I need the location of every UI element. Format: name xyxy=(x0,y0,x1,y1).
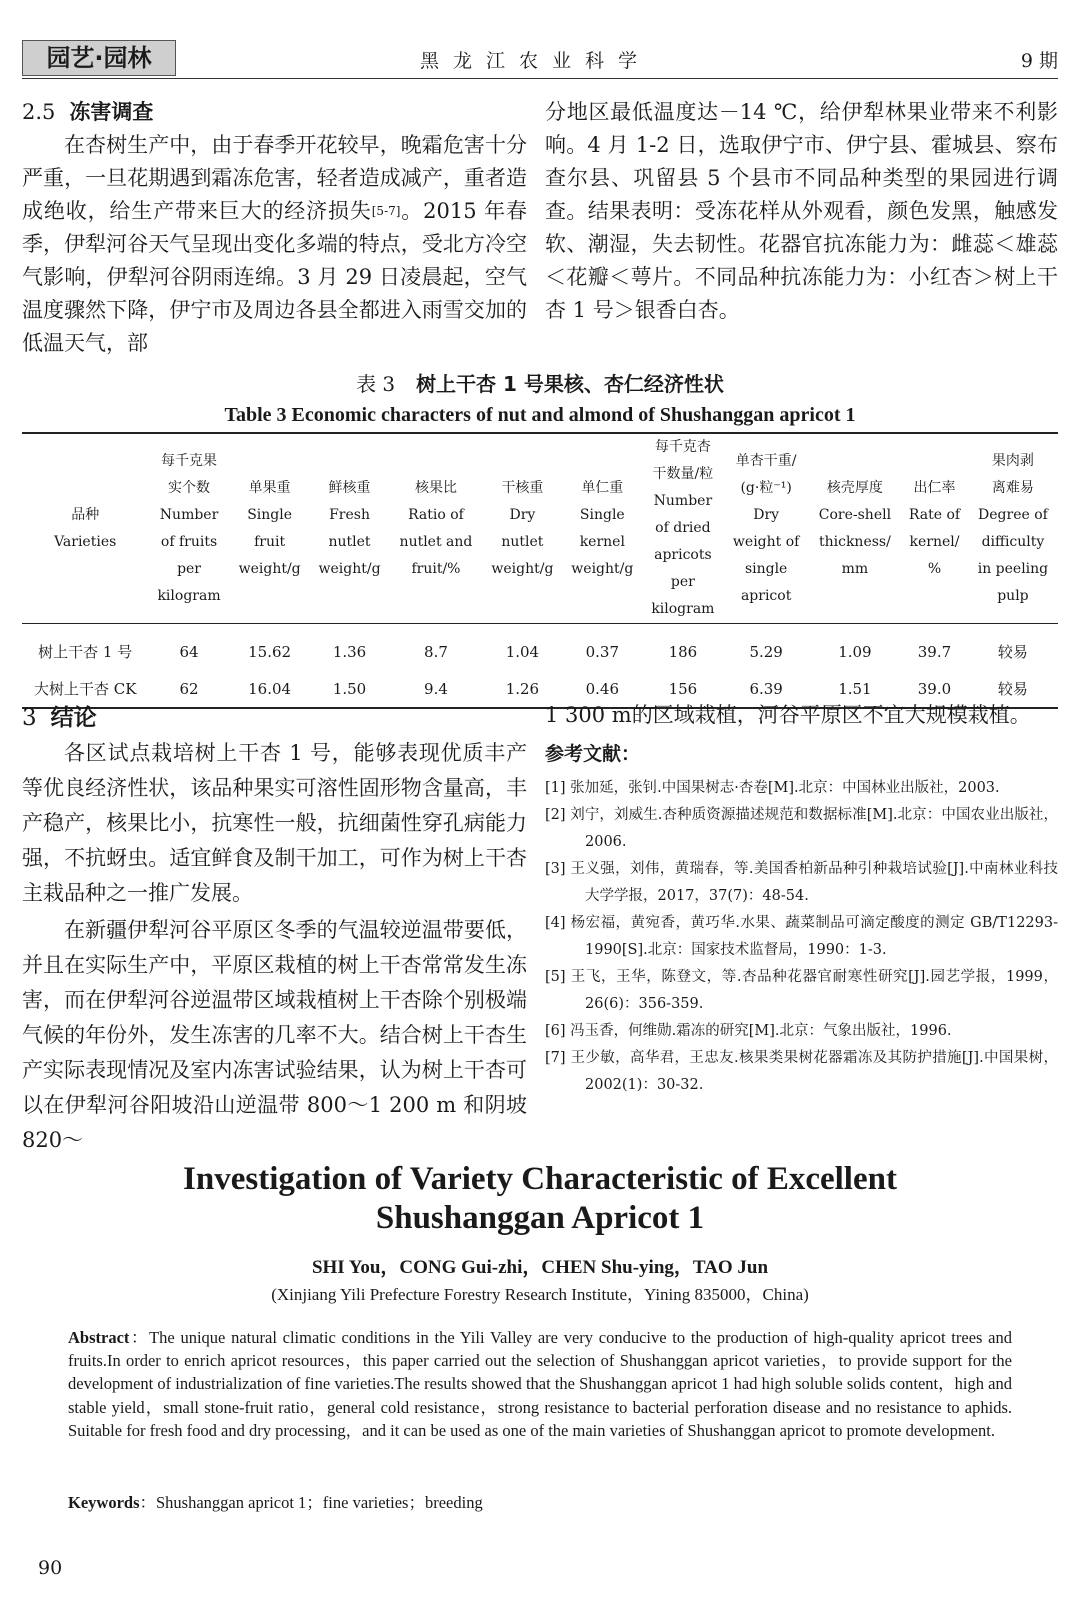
table-cell: 大树上干杏 CK xyxy=(22,670,148,708)
table-cell: 1.09 xyxy=(838,642,872,661)
reference-item: [7] 王少敏，高华君，王忠友.核果类果树花器霜冻及其防护措施[J].中国果树，2002(1)：30-32. xyxy=(545,1050,1058,1093)
keywords-text: ：Shushanggan apricot 1；fine varieties；breeding xyxy=(139,1493,483,1512)
english-title xyxy=(0,1160,1080,1238)
section-number: 2.5 xyxy=(22,100,56,124)
keywords xyxy=(68,1489,1012,1513)
reference-item: [3] 王义强，刘伟，黄瑞春，等.美国香柏新品种引种栽培试验[J].中南林业科技大学学报，2017，37(7)：48-54. xyxy=(545,861,1058,904)
citation: [5-7] xyxy=(371,204,401,218)
references-title: 参考文献： xyxy=(545,743,641,765)
affiliation: (Xinjiang Yili Prefecture Forestry Research Institute，Yining 835000，China) xyxy=(271,1285,809,1304)
section-2-5-right xyxy=(545,96,1058,327)
abstract-label: Abstract xyxy=(68,1328,130,1347)
table-header-cell: 干核重 Dry nutlet weight/g xyxy=(482,433,562,624)
table-cell: 树上干杏 1 号 xyxy=(38,643,133,661)
journal-name: 黑龙江农业科学 xyxy=(420,50,652,72)
table-cell: 64 xyxy=(179,642,199,661)
table-cell: 39.0 xyxy=(901,670,968,708)
section-3-left xyxy=(22,700,527,1158)
table-cell: 1.04 xyxy=(505,642,540,661)
table-header-cell: 出仁率 Rate of kernel/ % xyxy=(901,433,968,624)
table-header-cell: 果肉剥 离难易 Degree of difficulty in peeling pulp xyxy=(968,433,1058,624)
table-caption-en: Table 3 Economic characters of nut and almond of Shushanggan apricot 1 xyxy=(224,404,856,426)
header-divider xyxy=(22,78,1058,79)
table-cell: 1.51 xyxy=(809,670,901,708)
section-title: 结论 xyxy=(50,705,97,731)
reference-item: [5] 王飞，王华，陈登文，等.杏品种花器官耐寒性研究[J].园艺学报，1999，26(6)：356-359. xyxy=(545,969,1058,1012)
section-2-5-left xyxy=(22,96,527,360)
section-number: 3 xyxy=(22,705,37,731)
english-title-line: Shushanggan Apricot 1 xyxy=(375,1200,705,1236)
paragraph-text: 。2015 年春季，伊犁河谷天气呈现出变化多端的特点，受北方冷空气影响，伊犁河谷阴雨连绵。3 月 29 日凌晨起，空气温度骤然下降，伊宁市及周边各县全都进入雨雪交加的低温天气，部 xyxy=(22,199,527,355)
reference-item: [1] 张加延，张钊.中国果树志·杏卷[M].北京：中国林业出版社，2003. xyxy=(545,780,1000,796)
reference-item: [4] 杨宏福，黄宛香，黄巧华.水果、蔬菜制品可滴定酸度的测定 GB/T12293-1990[S].北京：国家技术监督局，1990：1-3. xyxy=(545,915,1058,958)
paragraph-text: 在杏树生产中，由于春季开花较早，晚霜危害十分严重，一旦花期遇到霜冻危害，轻者造成减产，重者造成绝收，给生产带来巨大的经济损失 xyxy=(22,133,527,223)
section-heading xyxy=(22,96,527,129)
abstract xyxy=(68,1326,1012,1442)
table-header-cell: 鲜核重 Fresh nutlet weight/g xyxy=(310,433,390,624)
issue-number: 9 期 xyxy=(1020,50,1058,72)
table-cell: 6.39 xyxy=(724,670,809,708)
table-cell: 5.29 xyxy=(749,642,783,661)
table-cell: 39.7 xyxy=(917,642,952,661)
table-cell: 9.4 xyxy=(389,670,482,708)
authors: SHI You，CONG Gui-zhi，CHEN Shu-ying，TAO Jun xyxy=(311,1257,769,1278)
table-header-cell: 单仁重 Single kernel weight/g xyxy=(562,433,642,624)
paragraph: 1 300 m的区域栽植，河谷平原区不宜大规模栽植。 xyxy=(545,703,1031,727)
table-cell: 1.36 xyxy=(332,642,367,661)
table-header-cell: 品种 Varieties xyxy=(22,433,148,624)
table-cell: 8.7 xyxy=(424,642,448,661)
reference-item: [2] 刘宁，刘威生.杏种质资源描述规范和数据标准[M].北京：中国农业出版社，2006. xyxy=(545,807,1058,850)
table-cell: 较易 xyxy=(968,670,1058,708)
table-cell: 16.04 xyxy=(230,670,310,708)
data-table xyxy=(22,432,1058,709)
paragraph xyxy=(22,129,527,360)
table-header-cell: 每千克杏 干数量/粒 Number of dried apricots per kilogram xyxy=(642,433,723,624)
english-title-line: Investigation of Variety Characteristic of Excellent xyxy=(183,1161,897,1197)
table-header-cell: 单杏干重/ (g·粒⁻¹) Dry weight of single apricot xyxy=(724,433,809,624)
table-cell: 较易 xyxy=(997,643,1028,661)
references-list xyxy=(545,775,1058,1099)
table-cell: 1.26 xyxy=(482,670,562,708)
table-header-cell: 单果重 Single fruit weight/g xyxy=(230,433,310,624)
table-header-row xyxy=(22,433,1058,624)
reference-item: [6] 冯玉香，何维勋.霜冻的研究[M].北京：气象出版社，1996. xyxy=(545,1023,952,1039)
section-3-right xyxy=(545,698,1058,1099)
table-header-cell: 核果比 Ratio of nutlet and fruit/% xyxy=(389,433,482,624)
abstract-text: ：The unique natural climatic conditions in the Yili Valley are very conducive to the production of high-quality apricot trees and fruits.In order to enrich apricot resources，this paper carried out the selection of Shushanggan apricot varieties，to provide support for the development of industrialization of fine varieties.The results showed that the Shushanggan apricot 1 had high soluble solids content，high and stable yield，small stone-fruit ratio，general cold resistance，strong resistance to bacterial perforation disease and no resistance to aphids. Suitable for fresh food and dry processing，and it can be used as one of the main varieties of Shushanggan apricot to promote development. xyxy=(68,1328,1012,1440)
paragraph: 各区试点栽培树上干杏 1 号，能够表现优质丰产等优良经济性状，该品种果实可溶性固形物含量高，丰产稳产，核果比小，抗寒性一般，抗细菌性穿孔病能力强，不抗蚜虫。适宜鲜食及制干加工，可作为树上干杏主栽品种之一推广发展。 xyxy=(22,741,527,905)
table-header-cell: 每千克果 实个数 Number of fruits per kilogram xyxy=(148,433,229,624)
paragraph: 在新疆伊犁河谷平原区冬季的气温较逆温带要低，并且在实际生产中，平原区栽植的树上干杏常常发生冻害，而在伊犁河谷逆温带区域栽植树上干杏除个别极端气候的年份外，发生冻害的几率不大。结合树上干杏生产实际表现情况及室内冻害试验结果，认为树上干杏可以在伊犁河谷阳坡沿山逆温带 800～1 200 m 和阴坡 820～ xyxy=(22,918,527,1152)
table-caption-cn xyxy=(0,368,1080,397)
table-title: 树上干杏 1 号果核、杏仁经济性状 xyxy=(416,372,724,396)
paragraph: 分地区最低温度达－14 ℃，给伊犁林果业带来不利影响。4 月 1-2 日，选取伊宁市、伊宁县、霍城县、察布查尔县、巩留县 5 个县市不同品种类型的果园进行调查。结果表明：受冻花样从外观看，颜色发黑，触感发软、潮湿，失去韧性。花器官抗冻能力为：雌蕊＜雄蕊＜花瓣＜萼片。不同品种抗冻能力为：小红杏＞树上干杏 1 号＞银香白杏。 xyxy=(545,100,1058,322)
table-cell: 1.50 xyxy=(310,670,390,708)
section-tag: 园艺·园林 xyxy=(22,40,176,76)
section-heading xyxy=(22,700,527,736)
table-cell: 186 xyxy=(668,642,698,661)
section-title: 冻害调查 xyxy=(69,100,154,124)
keywords-label: Keywords xyxy=(68,1493,140,1512)
table-cell: 156 xyxy=(642,670,723,708)
table-row xyxy=(22,624,1058,671)
page-number: 90 xyxy=(38,1557,63,1579)
table-cell: 62 xyxy=(148,670,229,708)
table-cell: 0.46 xyxy=(562,670,642,708)
table-cell: 15.62 xyxy=(248,642,292,661)
table-label: 表 3 xyxy=(356,372,396,396)
table-cell: 0.37 xyxy=(585,642,620,661)
table-header-cell: 核壳厚度 Core-shell thickness/ mm xyxy=(809,433,901,624)
